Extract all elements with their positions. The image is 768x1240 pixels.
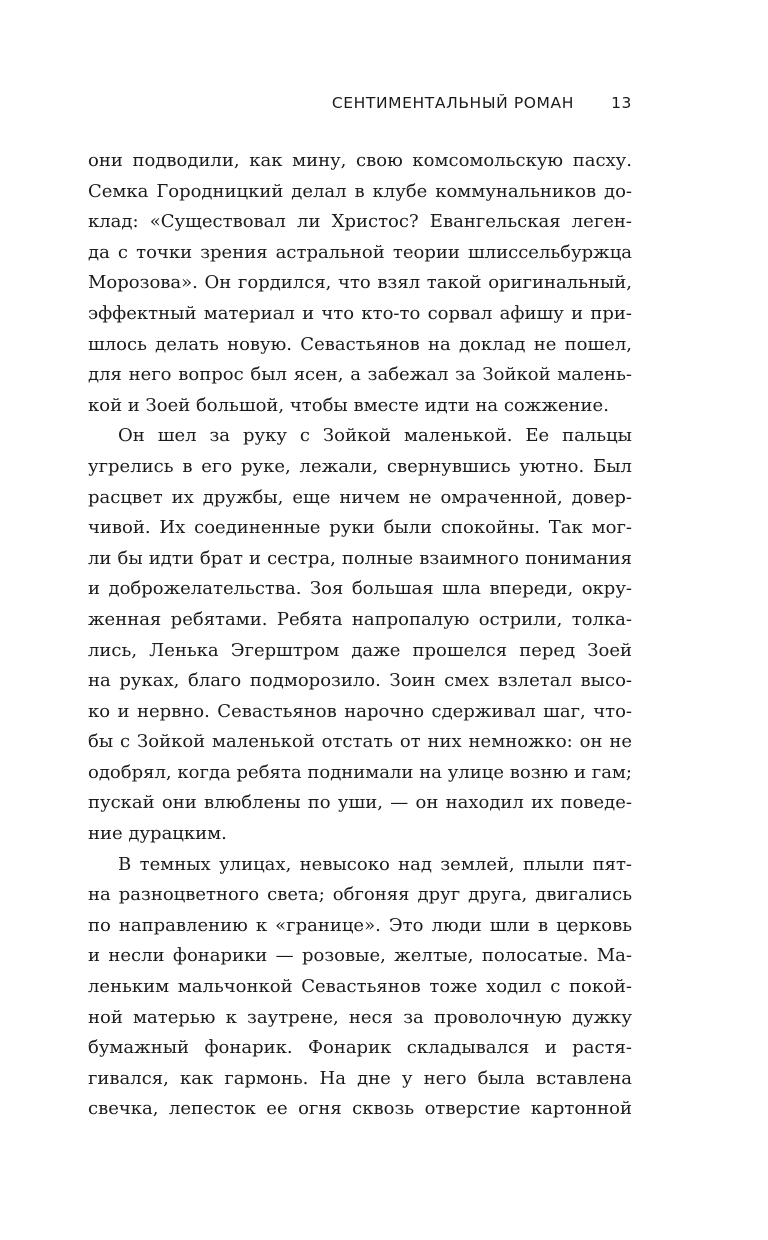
- text-line: ли бы идти брат и сестра, полные взаимного понимания: [88, 547, 632, 569]
- text-line: ной матерью к заутрене, неся за проволочную дужку: [88, 1006, 632, 1028]
- text-line: женная ребятами. Ребята напропалую острили, толка-: [88, 608, 632, 630]
- text-line: чивой. Их соединенные руки были спокойны. Так мог-: [88, 517, 632, 539]
- text-line: и несли фонарики — розовые, желтые, полосатые. Ма-: [88, 945, 632, 967]
- body-text: [88, 146, 632, 1125]
- text-line: лись, Ленька Эгерштром даже прошелся перед Зоей: [88, 639, 632, 661]
- paragraph-2: [88, 421, 632, 849]
- text-line: гивался, как гармонь. На дне у него была вставлена: [88, 1067, 632, 1089]
- text-line: кой и Зоей большой, чтобы вместе идти на сожжение.: [88, 394, 609, 416]
- page-number: 13: [611, 94, 632, 112]
- text-line: пускай они влюблены по уши, — он находил их поведе-: [88, 792, 632, 814]
- text-line: В темных улицах, невысоко над землей, плыли пят-: [118, 853, 632, 875]
- text-line: одобрял, когда ребята поднимали на улице возню и гам;: [88, 761, 632, 783]
- text-line: и доброжелательства. Зоя большая шла впереди, окру-: [88, 578, 632, 600]
- text-line: бы с Зойкой маленькой отстать от них немножко: он не: [88, 731, 632, 753]
- text-line: угрелись в его руке, лежали, свернувшись уютно. Был: [88, 455, 632, 477]
- text-line: леньким мальчонкой Севастьянов тоже ходил с покой-: [88, 976, 632, 998]
- text-line: свечка, лепесток ее огня сквозь отверстие картонной: [88, 1098, 632, 1120]
- text-line: ко и нервно. Севастьянов нарочно сдерживал шаг, что-: [88, 700, 632, 722]
- text-line: расцвет их дружбы, еще ничем не омраченной, довер-: [88, 486, 632, 508]
- text-line: ние дурацким.: [88, 823, 227, 845]
- running-head: [88, 92, 632, 122]
- text-line: Семка Городницкий делал в клубе коммунальников до-: [88, 180, 632, 202]
- text-line: на руках, благо подморозило. Зоин смех взлетал высо-: [88, 670, 632, 692]
- text-line: они подводили, как мину, свою комсомольскую пасху.: [88, 150, 632, 171]
- text-line: по направлению к «границе». Это люди шли в церковь: [88, 914, 632, 936]
- running-title: СЕНТИМЕНТАЛЬНЫЙ РОМАН: [331, 94, 574, 112]
- text-line: для него вопрос был ясен, а забежал за Зойкой малень-: [88, 364, 632, 386]
- text-line: на разноцветного света; обгоняя друг друга, двигались: [88, 884, 632, 906]
- text-line: шлось делать новую. Севастьянов на доклад не пошел,: [88, 333, 632, 355]
- text-line: бумажный фонарик. Фонарик складывался и растя-: [88, 1037, 632, 1059]
- text-line: эффектный материал и что кто-то сорвал афишу и при-: [88, 302, 632, 324]
- text-line: клад: «Существовал ли Христос? Евангельская леген-: [88, 211, 632, 233]
- text-line: Он шел за руку с Зойкой маленькой. Ее пальцы: [118, 425, 632, 447]
- paragraph-3: [88, 850, 632, 1125]
- text-line: Морозова». Он гордился, что взял такой оригинальный,: [88, 272, 632, 294]
- text-line: да с точки зрения астральной теории шлиссельбуржца: [88, 241, 632, 263]
- paragraph-1: [88, 146, 632, 421]
